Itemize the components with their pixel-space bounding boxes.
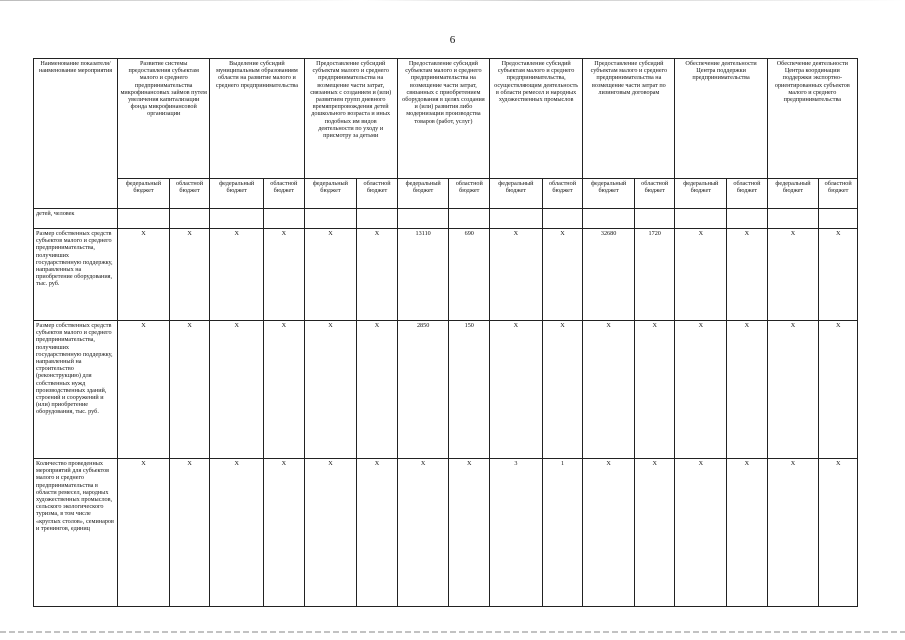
subheader-regional: областной бюджет <box>264 179 305 209</box>
table-cell <box>304 209 357 229</box>
table-cell: X <box>210 229 264 321</box>
table-cell: X <box>490 321 543 459</box>
table-cell <box>264 209 305 229</box>
table-cell: X <box>264 321 305 459</box>
table-cell: 1720 <box>634 229 675 321</box>
subheader-regional: областной бюджет <box>449 179 490 209</box>
table-row <box>34 229 858 321</box>
table-cell: X <box>304 459 357 607</box>
table-cell: X <box>210 321 264 459</box>
table-cell <box>634 209 675 229</box>
header-row <box>34 59 858 179</box>
table-cell <box>727 209 768 229</box>
table-cell: X <box>542 229 583 321</box>
table-cell <box>169 209 210 229</box>
subheader-row <box>34 179 858 209</box>
table-cell: X <box>542 321 583 459</box>
subheader-federal: федеральный бюджет <box>397 179 449 209</box>
table-cell: X <box>819 459 858 607</box>
budget-table <box>33 58 858 607</box>
header-group-childcare-subsidies: Предоставление субсидий субъектам малого и среднего предпринимательства на возмещение части затрат, связанных с созданием и (или) развитием групп дневного времяпрепровождения детей дошкольного возраста и иных подобных им видов деятельности по уходу и присмотру за детьми <box>304 59 397 179</box>
page-number: 6 <box>449 34 456 46</box>
subheader-regional: областной бюджет <box>357 179 398 209</box>
header-group-microfinance: Развитие системы предоставления субъектам малого и среднего предпринимательства микрофинансовых займов путем увеличения капитализации фонда микрофинансовой организации <box>118 59 210 179</box>
table-row <box>34 321 858 459</box>
table-cell: X <box>675 459 727 607</box>
row-label: детей, человек <box>34 209 118 229</box>
header-group-equipment-subsidies: Предоставление субсидий субъектам малого и среднего предпринимательства на возмещение части затрат, связанных с приобретением оборудования в целях создания и (или) развития либо модернизации производства товаров (работ, услуг) <box>397 59 489 179</box>
table-cell: X <box>118 321 170 459</box>
table-cell: X <box>357 459 398 607</box>
row-label: Размер собственных средств субъектов малого и среднего предпринимательства, получивших государственную поддержку, направленных на приобретение оборудования, тыс. руб. <box>34 229 118 321</box>
table-cell: X <box>819 321 858 459</box>
table-cell <box>767 209 819 229</box>
table-cell: X <box>634 459 675 607</box>
table-cell: X <box>397 459 449 607</box>
header-group-leasing-subsidies: Предоставление субсидий субъектам малого и среднего предпринимательства на возмещение части затрат по лизинговым договорам <box>583 59 675 179</box>
subheader-federal: федеральный бюджет <box>210 179 264 209</box>
row-label: Количество проведенных мероприятий для субъектов малого и среднего предпринимательства в области ремесел, народных художественных промыслов, сельского экологического туризма, в том числе «круглых столов», семинаров и тренингов, единиц <box>34 459 118 607</box>
table-cell: 2850 <box>397 321 449 459</box>
table-cell: 3 <box>490 459 543 607</box>
table-cell: X <box>583 459 635 607</box>
table-cell <box>118 209 170 229</box>
table-cell: 32680 <box>583 229 635 321</box>
table-cell: X <box>449 459 490 607</box>
table-row <box>34 459 858 607</box>
table-cell <box>583 209 635 229</box>
subheader-regional: областной бюджет <box>634 179 675 209</box>
table-cell <box>357 209 398 229</box>
subheader-federal: федеральный бюджет <box>675 179 727 209</box>
subheader-federal: федеральный бюджет <box>583 179 635 209</box>
table-cell: X <box>304 321 357 459</box>
table-cell: X <box>118 459 170 607</box>
subheader-federal: федеральный бюджет <box>304 179 357 209</box>
table-cell <box>210 209 264 229</box>
subheader-regional: областной бюджет <box>819 179 858 209</box>
table-cell: X <box>727 459 768 607</box>
table-cell: 1 <box>542 459 583 607</box>
table-cell: X <box>767 229 819 321</box>
table-cell: X <box>767 321 819 459</box>
table-cell: 150 <box>449 321 490 459</box>
table-cell: X <box>264 459 305 607</box>
table-cell <box>490 209 543 229</box>
subheader-federal: федеральный бюджет <box>767 179 819 209</box>
table-cell: 13110 <box>397 229 449 321</box>
header-group-crafts-subsidies: Предоставление субсидий субъектам малого и среднего предпринимательства, осуществляющим деятельность в области ремесел и народных художественных промыслов <box>490 59 583 179</box>
scan-artifact-top <box>0 0 905 1</box>
table-cell: X <box>304 229 357 321</box>
header-group-support-center: Обеспечение деятельности Центра поддержки предпринимательства <box>675 59 767 179</box>
table-cell: 690 <box>449 229 490 321</box>
table-row <box>34 209 858 229</box>
header-indicator-name: Наименование показателя/ наименование мероприятия <box>34 59 118 209</box>
table-cell: X <box>169 321 210 459</box>
table-cell: X <box>675 229 727 321</box>
table-cell: X <box>169 229 210 321</box>
table-cell: X <box>210 459 264 607</box>
table-cell: X <box>819 229 858 321</box>
header-group-export-center: Обеспечение деятельности Центра координации поддержки экспортно-ориентированных субъектов малого и среднего предпринимательства <box>767 59 857 179</box>
subheader-federal: федеральный бюджет <box>490 179 543 209</box>
header-group-municipal-subsidies: Выделение субсидий муниципальным образованиям области на развитие малого и среднего предпринимательства <box>210 59 304 179</box>
table-cell <box>397 209 449 229</box>
table-cell: X <box>727 229 768 321</box>
subheader-federal: федеральный бюджет <box>118 179 170 209</box>
table-cell <box>449 209 490 229</box>
table-cell: X <box>118 229 170 321</box>
table-cell <box>675 209 727 229</box>
row-label: Размер собственных средств субъектов малого и среднего предпринимательства, получивших государственную поддержку, направленный на строительство (реконструкцию) для собственных нужд производственных зданий, строений и сооружений и (или) приобретение оборудования, тыс. руб. <box>34 321 118 459</box>
subheader-regional: областной бюджет <box>542 179 583 209</box>
table-cell: X <box>727 321 768 459</box>
table-cell: X <box>264 229 305 321</box>
scan-artifact-bottom <box>0 631 905 633</box>
table-cell: X <box>490 229 543 321</box>
table-cell: X <box>675 321 727 459</box>
subheader-regional: областной бюджет <box>169 179 210 209</box>
table-cell <box>542 209 583 229</box>
table-cell: X <box>169 459 210 607</box>
table-cell: X <box>634 321 675 459</box>
table-cell: X <box>357 321 398 459</box>
table-cell: X <box>357 229 398 321</box>
table-cell: X <box>767 459 819 607</box>
table-cell: X <box>583 321 635 459</box>
subheader-regional: областной бюджет <box>727 179 768 209</box>
table-cell <box>819 209 858 229</box>
